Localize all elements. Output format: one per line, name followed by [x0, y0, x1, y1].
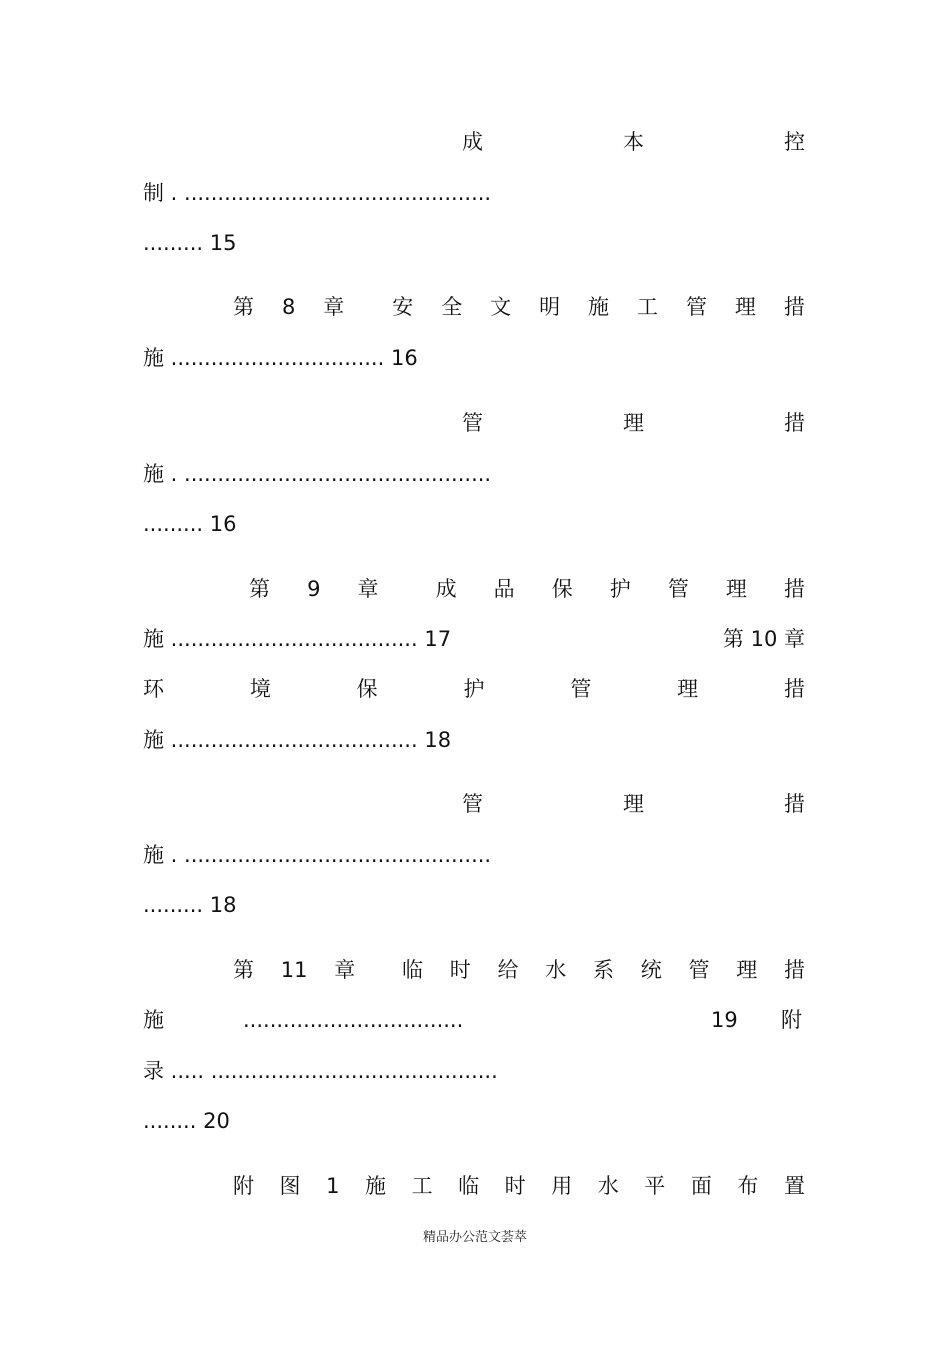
toc-char: 时 [504, 1174, 526, 1198]
toc-text: 制 . .............................................. [143, 181, 492, 205]
toc-char: 措 [784, 411, 805, 435]
toc-text: ................................. [243, 1008, 464, 1032]
toc-char: 全 [441, 295, 463, 319]
toc-char: 章 [357, 577, 379, 601]
toc-char: 章 [334, 958, 356, 982]
toc-line-page-20 [143, 1106, 805, 1136]
toc-char: 时 [449, 958, 471, 982]
toc-line-management-heading-2 [462, 789, 805, 819]
toc-line-management-heading [462, 408, 805, 438]
toc-line-chapter-8 [233, 292, 805, 322]
page-footer: 精品办公范文荟萃 [422, 1230, 527, 1245]
toc-char: 明 [539, 295, 561, 319]
toc-char: 图 [279, 1174, 301, 1198]
toc-char: 工 [637, 295, 658, 319]
toc-line-page-16 [143, 509, 805, 539]
toc-char: 管 [462, 411, 483, 435]
toc-char: 境 [249, 677, 271, 701]
toc-line-chapter-10-leader [143, 725, 805, 755]
toc-char: 给 [497, 958, 519, 982]
toc-line-chapter-9 [249, 574, 805, 604]
toc-text: 录 ..... ........................................... [143, 1059, 498, 1083]
toc-char: 理 [623, 411, 644, 435]
toc-char: 统 [640, 958, 662, 982]
toc-char: 临 [401, 958, 423, 982]
toc-char: 保 [551, 577, 573, 601]
toc-char: 水 [597, 1174, 619, 1198]
toc-text: 施 . .............................................. [143, 843, 492, 867]
toc-char: 面 [690, 1174, 712, 1198]
toc-page-number: ........ 20 [143, 1109, 230, 1133]
toc-char: 措 [783, 958, 805, 982]
toc-char: 措 [783, 677, 805, 701]
toc-char: 11 [280, 958, 308, 982]
toc-line-management-leader-2 [143, 840, 805, 870]
toc-char: 安 [392, 295, 414, 319]
toc-char: 措 [783, 295, 805, 319]
toc-char: 附 [233, 1174, 254, 1198]
toc-char: 理 [677, 677, 699, 701]
toc-char: 控 [784, 130, 805, 154]
toc-line-chapter-10-title [143, 674, 805, 704]
toc-line-management-leader [143, 459, 805, 489]
toc-line-chapter-8-leader [143, 343, 805, 373]
toc-char: 成 [462, 130, 483, 154]
toc-char: 临 [458, 1174, 480, 1198]
toc-line-page-18 [143, 890, 805, 920]
toc-char: 护 [463, 677, 485, 701]
toc-char: 理 [734, 295, 756, 319]
toc-char: 平 [644, 1174, 666, 1198]
toc-char: 措 [784, 792, 805, 816]
toc-char: 第 [233, 295, 254, 319]
toc-text: 施 [143, 1008, 164, 1032]
toc-char: 1 [326, 1174, 340, 1198]
toc-char: 施 [588, 295, 610, 319]
toc-char: 用 [551, 1174, 573, 1198]
toc-page-number: ......... 18 [143, 893, 237, 917]
toc-char: 文 [490, 295, 512, 319]
toc-line-appendix-figure-1 [233, 1171, 805, 1201]
toc-char: 管 [688, 958, 710, 982]
toc-char: 品 [493, 577, 515, 601]
toc-char: 第 [249, 577, 270, 601]
toc-char: 工 [411, 1174, 433, 1198]
toc-char: 8 [281, 295, 296, 319]
toc-text: 施 ..................................... 18 [143, 728, 452, 752]
toc-char: 环 [143, 677, 164, 701]
toc-page-number: ......... 16 [143, 512, 237, 536]
toc-char: 理 [623, 792, 644, 816]
toc-char: 理 [725, 577, 747, 601]
toc-char: 置 [783, 1174, 805, 1198]
toc-char: 保 [356, 677, 378, 701]
toc-char: 管 [462, 792, 483, 816]
toc-char: 系 [592, 958, 614, 982]
toc-line-chapter-9-leader [143, 624, 805, 654]
toc-char: 护 [609, 577, 631, 601]
toc-char: 9 [307, 577, 321, 601]
toc-text: 第 10 章 [722, 627, 805, 651]
toc-char: 管 [667, 577, 689, 601]
toc-page-number: 19 [711, 1008, 738, 1032]
toc-text: 施 . .............................................. [143, 462, 492, 486]
toc-char: 成 [435, 577, 457, 601]
toc-line-cost-control-heading [462, 127, 805, 157]
toc-char: 施 [365, 1174, 387, 1198]
toc-char: 管 [685, 295, 707, 319]
toc-char: 布 [737, 1174, 759, 1198]
toc-line-chapter-11-leader [143, 1005, 805, 1035]
toc-line-appendix-leader [143, 1056, 805, 1086]
toc-line-cost-control-leader [143, 178, 805, 208]
toc-page-number: ......... 15 [143, 231, 237, 255]
toc-char: 水 [545, 958, 567, 982]
toc-char: 本 [623, 130, 644, 154]
toc-char: 理 [736, 958, 758, 982]
toc-text: 施 ................................ 16 [143, 346, 418, 370]
toc-char: 第 [233, 958, 254, 982]
toc-char: 措 [783, 577, 805, 601]
toc-line-page-15 [143, 228, 805, 258]
toc-text: 附 [781, 1008, 802, 1032]
toc-line-chapter-11 [233, 955, 805, 985]
toc-text: 施 ..................................... 17 [143, 627, 452, 651]
toc-char: 管 [570, 677, 592, 701]
toc-char: 章 [323, 295, 345, 319]
